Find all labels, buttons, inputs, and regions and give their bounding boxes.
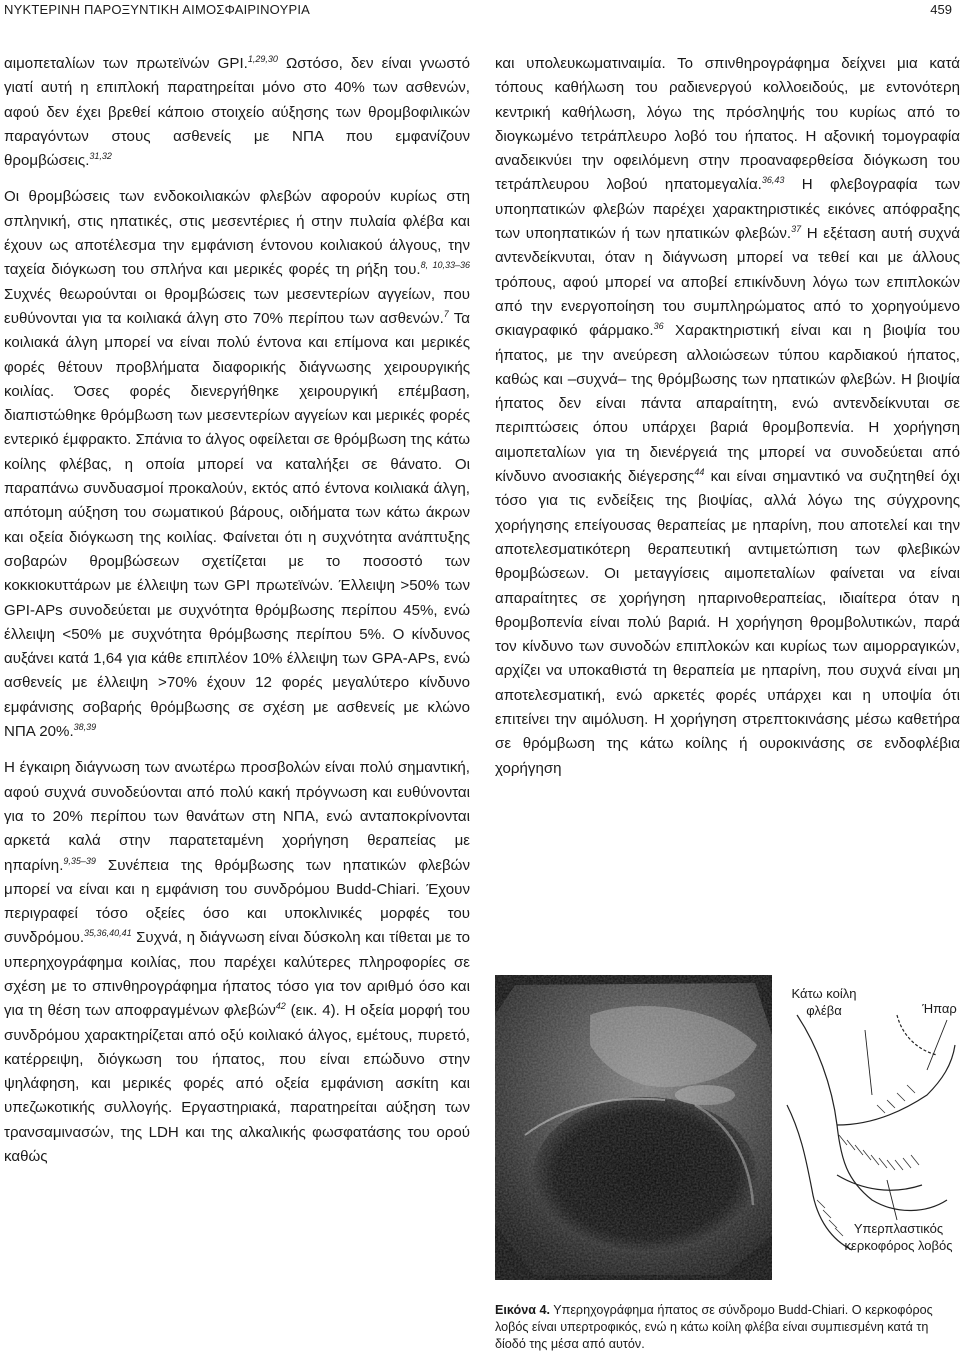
caption-title: Εικόνα 4. bbox=[495, 1303, 550, 1317]
paragraph bbox=[495, 52, 960, 781]
paragraph bbox=[4, 185, 470, 744]
running-title: ΝΥΚΤΕΡΙΝΗ ΠΑΡΟΞΥΝΤΙΚΗ ΑΙΜΟΣΦΑΙΡΙΝΟΥΡΙΑ bbox=[4, 2, 310, 17]
citation: 36 bbox=[653, 321, 664, 332]
citation: 9,35–39 bbox=[63, 855, 96, 866]
citation: 1,29,30 bbox=[247, 54, 278, 64]
text-run: Η εξέταση αυτή συχνά αντενδείκνυται, όταν η διάγνωση μπορεί να τεθεί και με άλλους τρόπους, αφού μπορεί να αποβεί επικίνδυνη λόγω των επιπλοκών από την ενεργοποίηση του συμπληρώματος από το χορηγούμενο σκιαγραφικό φάρμακο. bbox=[495, 225, 960, 340]
caption-text: Υπερηχογράφημα ήπατος σε σύνδρομο Budd-Chiari. Ο κερκοφόρος λοβός είναι υπερτροφικός, ενώ η κάτω κοίλη φλέβα είναι συμπιεσμένη κατά τη δίοδό της μέσα από αυτόν. bbox=[495, 1303, 933, 1351]
text-run: και υπολευκωματιναιμία. Το σπινθηρογράφημα δείχνει μια κατά τόπους καθήλωση του ραδιενεργού κολλοειδούς, με εντονότερη κεντρική καθήλωση, λόγω της πρόσληψής του κυρίως από το διογκωμένο τετράπλευρο λοβό του ήπατος. Η αξονική τομογραφία αναδεικνύει την οφειλόμενη στην προαναφερθείσα διόγκωση του τετράπλευρου λοβού ηπατομεγαλία. bbox=[495, 55, 960, 194]
figure-4 bbox=[495, 975, 960, 1295]
text-run: Οι θρομβώσεις των ενδοκοιλιακών φλεβών αφορούν κυρίως στη σπληνική, στις ηπατικές, στις μεσεντέριες ή στην πυλαία φλέβα και έχουν ως αποτέλεσμα την εμφάνιση έντονου κοιλιακού άλγους, την ταχεία διόγκωση του σπλήνα και μερικές φορές τη ρήξη του. bbox=[4, 188, 470, 279]
citation: 7 bbox=[443, 308, 449, 319]
page-number: 459 bbox=[930, 2, 952, 17]
text-run: Συνέπεια της θρόμβωσης των ηπατικών φλεβών μπορεί να είναι και η εμφάνιση του συνδρόμου Budd-Chiari. Έχουν περιγραφεί τόσο οξείες όσο και υποκλινικές μορφές του συνδρόμου. bbox=[4, 856, 470, 947]
text-run: Η φλεβογραφία των υποηπατικών φλεβών παρέχει χαρακτηριστικές εικόνες απόφραξης των υποηπατικών ή των ηπατικών φλεβών. bbox=[495, 176, 960, 243]
running-header bbox=[0, 0, 960, 22]
citation: 8, 10,33–36 bbox=[420, 260, 470, 271]
ultrasound-image bbox=[495, 975, 772, 1280]
text-run: Η έγκαιρη διάγνωση των ανωτέρω προσβολών είναι πολύ σημαντική, αφού συχνά συνοδεύονται από πολύ κακή πρόγνωση και ευθύνονται για το 20% περίπου των θανάτων στη ΝΠΑ, ενώ ανταποκρίνονται αρκετά καλά στην παρατεταμένη χορήγηση θεραπείας με ηπαρίνη. bbox=[4, 759, 470, 874]
text-run: Ωστόσο, δεν είναι γνωστό γιατί αυτή η επιπλοκή παρατηρείται μόνο στο 40% των ασθενών, αφού δεν έχει βρεθεί κάποιο στοιχείο αύξησης των θρομβοφιλικών παραγόντων στους ασθενείς με ΝΠΑ που εμφανίζουν θρομβώσεις. bbox=[4, 55, 470, 170]
text-run: Χαρακτηριστική είναι και η βιοψία του ήπατος, με την ανεύρεση αλλοιώσεων τύπου καρδιακού ήπατος, καθώς και –συχνά– της θρόμβωσης των ηπατικών φλεβών. Η βιοψία ήπατος δεν είναι πάντα απαραίτητη, ενώ αντενδείκνυται σε περιπτώσεις όπου υπάρχει βαριά θρομβοπενία. Η χορήγηση αιμοπεταλίων για τη διενέργειά της μπορεί να συνοδεύεται από κίνδυνο ανοσιακής διέγερσης bbox=[495, 322, 960, 486]
citation: 37 bbox=[791, 224, 802, 235]
citation: 36,43 bbox=[761, 175, 785, 186]
text-run: Συχνές θεωρούνται οι θρομβώσεις των μεσεντερίων αγγείων, που ευθύνονται για τα κοιλιακά άλγη στο 70% περίπου των ασθενών. bbox=[4, 285, 470, 327]
figure-caption bbox=[495, 1302, 960, 1353]
anatomical-sketch bbox=[777, 975, 960, 1280]
citation: 44 bbox=[694, 467, 705, 478]
text-run: αιμοπεταλίων των πρωτεϊνών GPI. bbox=[4, 55, 248, 72]
label-liver: Ήπαρ bbox=[922, 1001, 957, 1016]
text-run: (εικ. 4). Η οξεία μορφή του συνδρόμου χαρακτηρίζεται από οξύ κοιλιακό άλγος, εμέτους, πυρετό, κατέρρειψη, διόγκωση του ήπατος, που είναι επώδυνο στην ψηλάφηση, και μερικές φορές από οξεία εμφάνιση ασκίτη και υπεζωκοτικής συλλογής. Εργαστηριακά, παρατηρείται αύξηση των τρανσαμινασών, της LDH και της αλκαλικής φωσφατάσης του ορού καθώς bbox=[4, 1002, 470, 1166]
citation: 35,36,40,41 bbox=[84, 928, 132, 939]
text-run: Συχνά, η διάγνωση είναι δύσκολη και τίθεται με το υπερηχογράφημα κοιλίας, που παρέχει καλύτερες πληροφορίες σε σχέση με το σπινθηρογράφημα ήπατος τόσο για τον αριθμό όσο και για τη θέση των αποφραγμένων φλεβών bbox=[4, 929, 470, 1020]
text-run: Τα κοιλιακά άλγη μπορεί να είναι πολύ έντονα και επίμονα και μερικές φορές θέτουν προβλήματα διαφορικής διάγνωσης χειρουργικής κοιλίας. Όσες φορές διενεργήθηκε χειρουργική επέμβαση, διαπιστώθηκε θρόμβωση των μεσεντερίων αγγείων και μερικές φορές εντερικό έμφρακτο. Σπάνια το άλγος οφείλεται σε θρόμβωση της κάτω κοίλης φλέβας, η οποία μπορεί να καταλήξει σε θάνατο. Οι παραπάνω συνδυασμοί προκαλούν, εκτός από έντονα κοιλιακά άλγη, απότομη αύξηση του σωματικού βάρους, οιδήματα των κάτω άκρων και οξεία διόγκωση της κοιλίας. Φαίνεται ότι η συχνότητα ανάπτυξης σοβαρών θρομβώσεων σχετίζεται με το ποσοστό των κοκκιοκυττάρων με έλλειψη των GPI πρωτεϊνών. Έλλειψη >50% των GPI-APs συνοδεύεται με συχνότητα θρόμβωσης περίπου 45%, ενώ έλλειψη <50% με συχνότητα θρόμβωσης περίπου 5%. Ο κίνδυνος αυξάνει κατά 1,64 για κάθε επιπλέον 10% έλλειψη των GPA-APs, ενώ ασθενείς με έλλειψη >70% έχουν 12 φορές μεγαλύτερο κίνδυνο εμφάνισης σοβαρής θρόμβωσης σε σχέση με ασθενείς με κλώνο ΝΠΑ 20%. bbox=[4, 309, 470, 741]
text-run: και είναι σημαντικό να συζητηθεί όχι τόσο για τις ενδείξεις της βιοψίας, αλλά λόγω της σύγχρονης χορήγησης επείγουσας θεραπείας με ηπαρίνη, που αποτελεί και την αποτελεσματικότερη θεραπευτική αντιμετώπιση των φλεβικών θρομβώσεων. Οι μεταγγίσεις αιμοπεταλίων φαίνεται να είναι απαραίτητες σε χορήγηση ηπαρινοθεραπείας, ιδιαίτερα όταν η θρομβοπενία είναι πολύ βαριά. Η χορήγηση θρομβολυτικών, παρά τον κίνδυνο των συνοδών επιπλοκών και κυρίως των αιμορραγικών, αρχίζει να υποκαθιστά τη θεραπεία με ηπαρίνη, που συχνά είναι μη αποτελεσματική, ενώ αρκετές φορές υπάρχει και η υποψία ότι επιτείνει την αιμόλυση. Η χορήγηση στρεπτοκινάσης μέσω καθετήρα σε θρόμβωση της κάτω κοίλης ή ουροκινάσης σε ενδοφλέβια χορήγηση bbox=[495, 468, 960, 777]
citation: 38,39 bbox=[73, 722, 97, 733]
citation: 42 bbox=[275, 1001, 286, 1012]
label-caudate-lobe: Υπερπλαστικός κερκοφόρος λοβός bbox=[844, 1221, 953, 1253]
ultrasound-scan-graphic bbox=[495, 975, 772, 1280]
left-column bbox=[4, 52, 470, 1169]
paragraph bbox=[4, 756, 470, 1169]
right-column bbox=[495, 52, 960, 781]
label-inferior-vena-cava: Κάτω κοίλη φλέβα bbox=[791, 986, 857, 1018]
citation: 31,32 bbox=[89, 151, 112, 162]
paragraph bbox=[4, 52, 470, 173]
